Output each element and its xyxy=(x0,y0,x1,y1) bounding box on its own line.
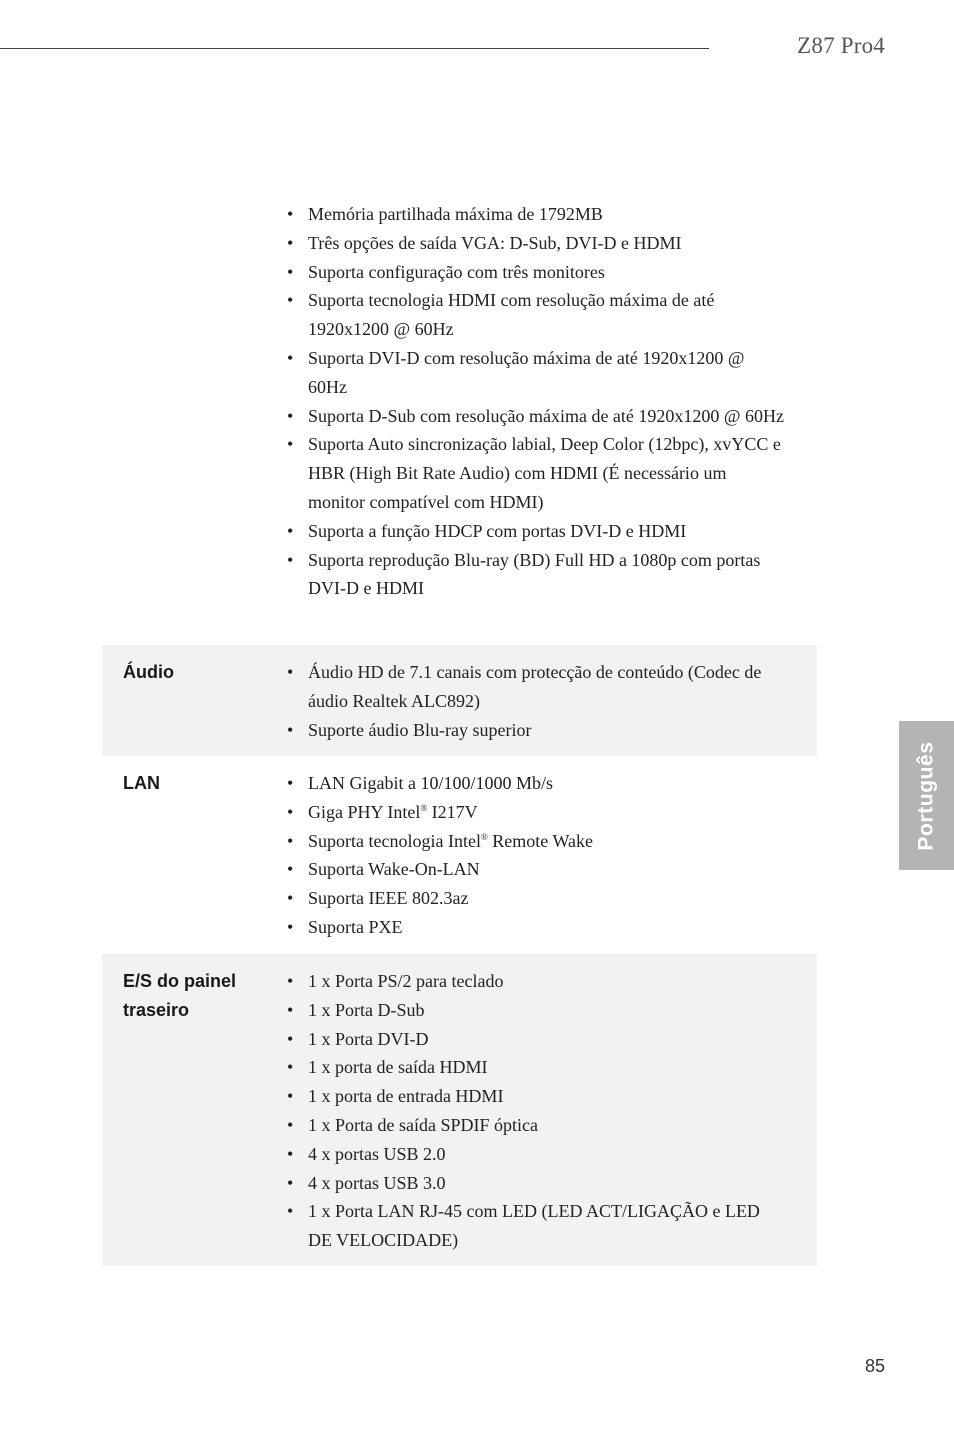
list-item: • Suporta D-Sub com resolução máxima de até 1920x1200 @ 60Hz xyxy=(287,402,787,431)
spec-label-rear-panel-io: E/S do painel traseiro xyxy=(123,971,237,1020)
list-item: • Três opções de saída VGA: D-Sub, DVI-D e HDMI xyxy=(287,229,787,258)
list-item: • 1 x porta de saída HDMI xyxy=(287,1053,787,1082)
list-item: • 1 x Porta LAN RJ-45 com LED (LED ACT/LIGAÇÃO e LED DE VELOCIDADE) xyxy=(287,1197,787,1255)
list-item: • Giga PHY Intel® I217V xyxy=(287,798,787,827)
spec-list-lan xyxy=(287,769,787,942)
list-item: • Suporta Auto sincronização labial, Deep Color (12bpc), xvYCC e HBR (High Bit Rate Audio) com HDMI (É necessário um monitor compatível com HDMI) xyxy=(287,430,787,516)
header-title: Z87 Pro4 xyxy=(797,33,885,58)
language-tab-label: Português xyxy=(914,740,938,851)
list-item: • Suporte áudio Blu-ray superior xyxy=(287,716,787,745)
header-rule xyxy=(0,48,709,49)
language-tab xyxy=(899,721,954,870)
list-item: • 4 x portas USB 2.0 xyxy=(287,1140,787,1169)
list-item: • 1 x Porta de saída SPDIF óptica xyxy=(287,1111,787,1140)
list-item: • 1 x Porta DVI-D xyxy=(287,1025,787,1054)
list-item: • Suporta DVI-D com resolução máxima de até 1920x1200 @ 60Hz xyxy=(287,344,787,402)
list-item: • Suporta tecnologia HDMI com resolução máxima de até 1920x1200 @ 60Hz xyxy=(287,286,787,344)
list-item: • Suporta reprodução Blu-ray (BD) Full HD a 1080p com portas DVI-D e HDMI xyxy=(287,546,787,604)
list-item: • Suporta tecnologia Intel® Remote Wake xyxy=(287,827,787,856)
list-item: • Suporta a função HDCP com portas DVI-D e HDMI xyxy=(287,517,787,546)
list-item: • 4 x portas USB 3.0 xyxy=(287,1169,787,1198)
spec-row-lan xyxy=(102,756,817,954)
spec-row-graphics xyxy=(102,187,817,645)
spec-label-audio: Áudio xyxy=(123,662,174,682)
spec-label-lan: LAN xyxy=(123,773,160,793)
spec-list-graphics xyxy=(287,200,787,603)
list-item: • Suporta IEEE 802.3az xyxy=(287,884,787,913)
list-item: • 1 x porta de entrada HDMI xyxy=(287,1082,787,1111)
list-item: • 1 x Porta PS/2 para teclado xyxy=(287,967,787,996)
spec-list-audio xyxy=(287,658,787,744)
spec-list-rear-panel-io xyxy=(287,967,787,1255)
list-item: • 1 x Porta D-Sub xyxy=(287,996,787,1025)
spec-row-rear-panel-io xyxy=(102,954,817,1266)
spec-row-audio xyxy=(102,645,817,756)
list-item: • LAN Gigabit a 10/100/1000 Mb/s xyxy=(287,769,787,798)
list-item: • Suporta configuração com três monitores xyxy=(287,258,787,287)
list-item: • Suporta Wake-On-LAN xyxy=(287,855,787,884)
page-number: 85 xyxy=(864,1356,885,1376)
list-item: • Memória partilhada máxima de 1792MB xyxy=(287,200,787,229)
list-item: • Áudio HD de 7.1 canais com protecção de conteúdo (Codec de áudio Realtek ALC892) xyxy=(287,658,787,716)
list-item: • Suporta PXE xyxy=(287,913,787,942)
